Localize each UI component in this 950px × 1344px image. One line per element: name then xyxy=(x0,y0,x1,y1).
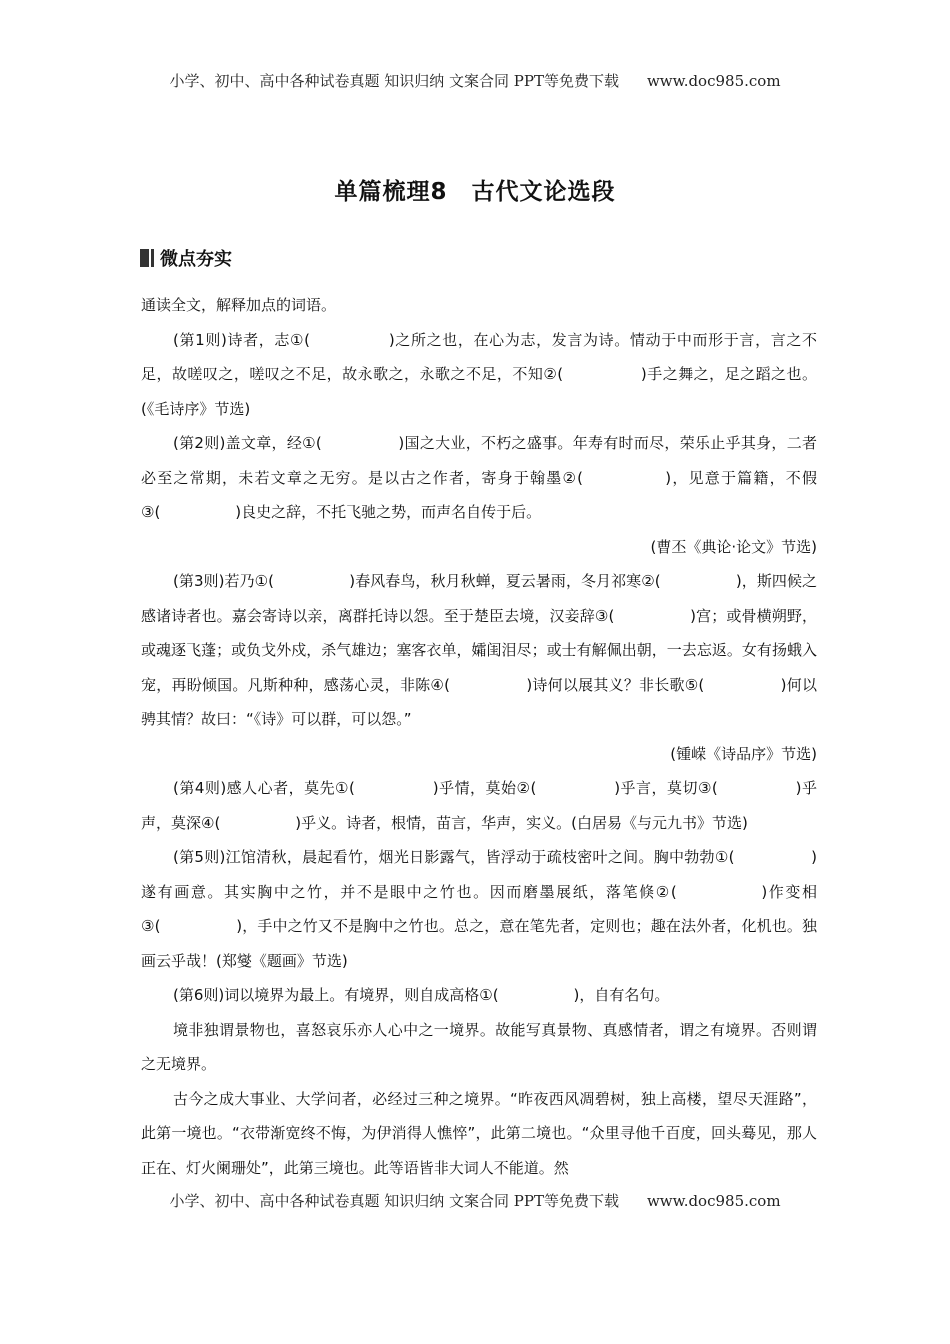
section-label: 微点夯实 xyxy=(160,249,232,270)
document-body xyxy=(141,288,817,1185)
section-marker-icon xyxy=(140,249,154,267)
paragraph-5: (第5则)江馆清秋，晨起看竹，烟光日影露气，皆浮动于疏枝密叶之间。胸中勃勃①( )遂有画意。其实胸中之竹，并不是眼中之竹也。因而磨墨展纸，落笔倏②( )作变相③( )，手中之竹又不是胸中之竹也。总之，意在笔先者，定则也；趣在法外者，化机也。独画云乎哉！(郑燮《题画》节选) xyxy=(141,848,817,970)
paragraph-7: 境非独谓景物也，喜怒哀乐亦人心中之一境界。故能写真景物、真感情者，谓之有境界。否则谓之无境界。 xyxy=(141,1020,817,1073)
section-heading xyxy=(140,246,246,270)
paragraph-8: 古今之成大事业、大学问者，必经过三种之境界。“昨夜西风凋碧树，独上高楼，望尽天涯路”，此第一境也。“衣带渐宽终不悔，为伊消得人憔悴”，此第二境也。“众里寻他千百度，回头蓦见，那人正在、灯火阑珊处”，此第三境也。此等语皆非大词人不能道。然 xyxy=(141,1089,817,1177)
header-text: 小学、初中、高中各种试卷真题 知识归纳 文案合同 PPT等免费下载 xyxy=(169,72,619,90)
intro-text: 通读全文，解释加点的词语。 xyxy=(141,296,337,314)
header-site: www.doc985.com xyxy=(646,72,781,90)
footer-text: 小学、初中、高中各种试卷真题 知识归纳 文案合同 PPT等免费下载 xyxy=(169,1192,619,1210)
paragraph-6: (第6则)词以境界为最上。有境界，则自成高格①( )，自有名句。 xyxy=(173,986,670,1004)
paragraph-3: (第3则)若乃①( )春风春鸟，秋月秋蝉，夏云暑雨，冬月祁寒②( )，斯四候之感诸诗者也。嘉会寄诗以亲，离群托诗以怨。至于楚臣去境，汉妾辞③( )宫；或骨横朔野，或魂逐飞蓬；或负戈外戍，杀气雄边；塞客衣单，孀闺泪尽；或士有解佩出朝，一去忘返。女有扬蛾入宠，再盼倾国。凡斯种种，感荡心灵，非陈④( )诗何以展其义？非长歌⑤( )何以骋其情？故曰：“《诗》可以群，可以怨。” xyxy=(141,572,817,728)
page-header xyxy=(0,70,950,91)
paragraph-2-source: (曹丕《典论·论文》节选) xyxy=(650,537,817,556)
paragraph-4: (第4则)感人心者，莫先①( )乎情，莫始②( )乎言，莫切③( )乎声，莫深④( )乎义。诗者，根情，苗言，华声，实义。(白居易《与元九书》节选) xyxy=(141,779,817,832)
page-title: 单篇梳理8 古代文论选段 xyxy=(334,179,616,205)
paragraph-2: (第2则)盖文章，经①( )国之大业，不朽之盛事。年寿有时而尽，荣乐止乎其身，二者必至之常期，未若文章之无穷。是以古之作者，寄身于翰墨②( )，见意于篇籍，不假③( )良史之辞，不托飞驰之势，而声名自传于后。 xyxy=(141,434,817,521)
footer-site: www.doc985.com xyxy=(646,1192,781,1210)
paragraph-3-source: (锺嵘《诗品序》节选) xyxy=(670,744,817,763)
page-footer xyxy=(0,1190,950,1211)
paragraph-1: (第1则)诗者，志①( )之所之也，在心为志，发言为诗。情动于中而形于言，言之不足，故嗟叹之，嗟叹之不足，故永歌之，永歌之不足，不知②( )手之舞之，足之蹈之也。(《毛诗序》节选) xyxy=(141,330,817,418)
